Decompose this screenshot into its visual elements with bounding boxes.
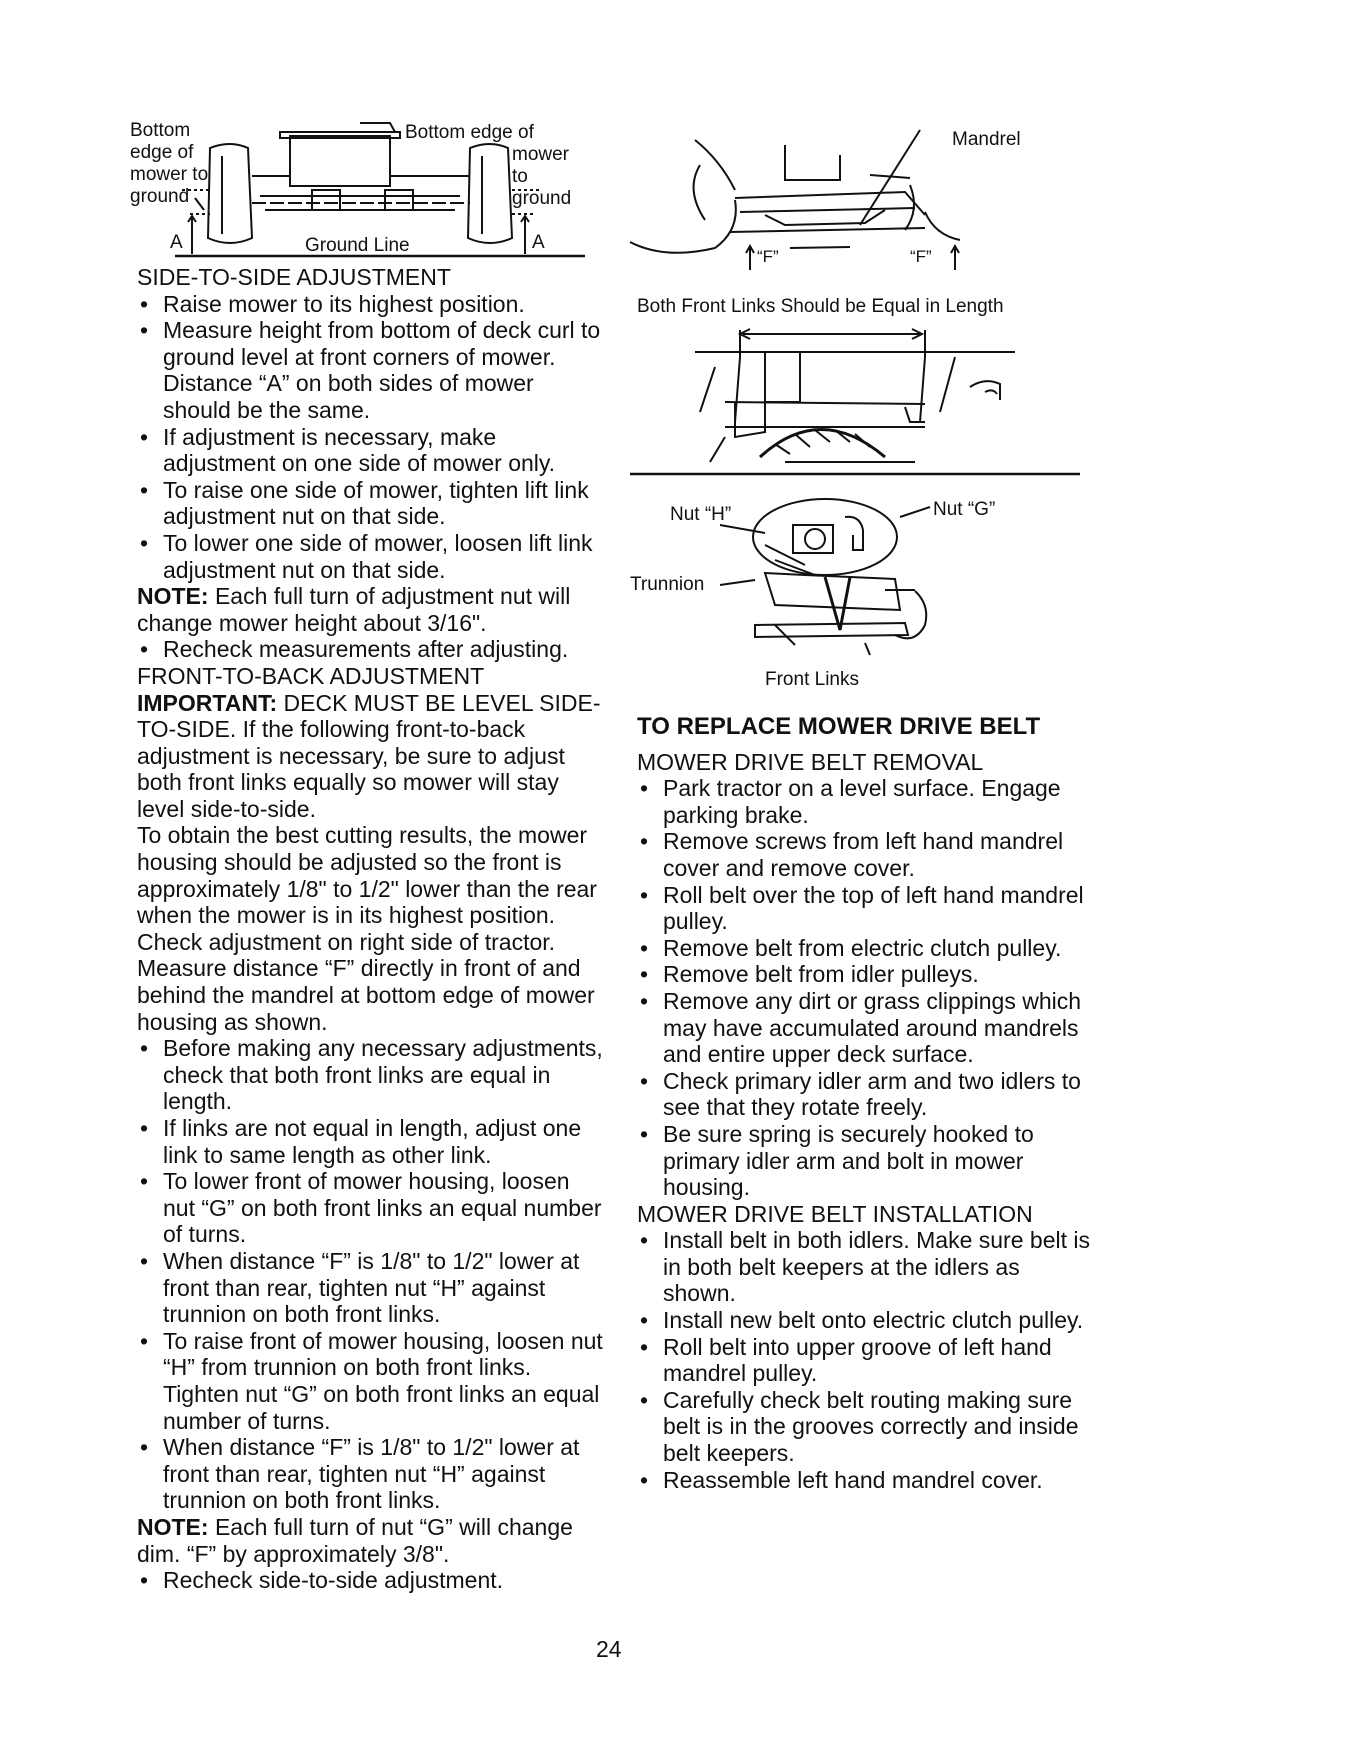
belt-installation-heading: MOWER DRIVE BELT INSTALLATION [637, 1200, 1033, 1227]
note-1 [137, 583, 607, 636]
front-bullet-3: • To lower front of mower housing, loosen nut “G” on both front links an equal number of turns. [137, 1168, 607, 1248]
removal-bullet-1: • Park tractor on a level surface. Engage parking brake. [637, 775, 1097, 828]
fig2-label-mandrel: Mandrel [952, 129, 1021, 150]
fig2-label-f-right: “F” [910, 247, 932, 266]
front-bullet-5: • To raise front of mower housing, loosen nut “H” from trunnion on both front links. Tighten nut “G” on both front links an equal number of turns. [137, 1328, 607, 1434]
fig4-label-trunnion: Trunnion [630, 574, 705, 595]
fig2-label-f-left: “F” [757, 247, 779, 266]
front-bullet-6: • When distance “F” is 1/8" to 1/2" lower at front than rear, tighten nut “H” against trunnion on both front links. [137, 1434, 607, 1514]
important-text: DECK MUST BE LEVEL SIDE-TO-SIDE. If the following front-to-back adjustment is necessary, be sure to adjust both front links equally so mower will stay level side-to-side. [137, 689, 601, 822]
install-bullet-4: • Carefully check belt routing making sure belt is in the grooves correctly and inside belt keepers. [637, 1387, 1097, 1467]
fig1-label-a-right: A [532, 232, 545, 253]
install-bullet-1: • Install belt in both idlers. Make sure belt is in both belt keepers at the idlers as shown. [637, 1227, 1097, 1307]
note-2 [137, 1514, 607, 1567]
side-recheck-bullet: • Recheck measurements after adjusting. [137, 636, 607, 663]
belt-removal-heading: MOWER DRIVE BELT REMOVAL [637, 748, 984, 775]
left-column [137, 264, 607, 1594]
side-to-side-heading: SIDE-TO-SIDE ADJUSTMENT [137, 264, 451, 290]
fig1-label-left-3: mower to [130, 164, 209, 185]
front-bullet-4: • When distance “F” is 1/8" to 1/2" lower at front than rear, tighten nut “H” against trunnion on both front links. [137, 1248, 607, 1328]
fig4-label-nut-h: Nut “H” [670, 504, 732, 525]
front-links-caption: Both Front Links Should be Equal in Length [637, 296, 1004, 317]
fig1-label-right-2: mower [512, 144, 570, 165]
front-to-back-heading: FRONT-TO-BACK ADJUSTMENT [137, 662, 485, 689]
paragraph-best-results: To obtain the best cutting results, the mower housing should be adjusted so the front is approximately 1/8" to 1/2" lower than the rear when the mower is in its highest position. [137, 822, 597, 929]
page-number: 24 [596, 1636, 622, 1662]
nut-trunnion-diagram [625, 495, 1085, 690]
fig1-label-right-4: ground [512, 188, 572, 209]
paragraph-check-adjustment: Check adjustment on right side of tractor. Measure distance “F” directly in front of and behind the mandrel at bottom edge of mower housing as shown. [137, 928, 595, 1035]
fig4-label-front-links: Front Links [765, 669, 859, 690]
removal-bullet-7: • Check primary idler arm and two idlers to see that they rotate freely. [637, 1068, 1097, 1121]
front-bullet-2: • If links are not equal in length, adjust one link to same length as other link. [137, 1115, 607, 1168]
removal-bullet-5: • Remove belt from idler pulleys. [637, 961, 1097, 988]
replace-belt-title: TO REPLACE MOWER DRIVE BELT [637, 713, 1041, 740]
note-2-label: NOTE: [137, 1513, 209, 1540]
side-bullet-2: • Measure height from bottom of deck curl to ground level at front corners of mower. Distance “A” on both sides of mower should be the same. [137, 317, 607, 423]
note-1-label: NOTE: [137, 583, 209, 610]
front-bullet-1: • Before making any necessary adjustments, check that both front links are equal in length. [137, 1035, 607, 1115]
removal-bullet-6: • Remove any dirt or grass clippings which may have accumulated around mandrels and entire upper deck surface. [637, 988, 1097, 1068]
fig1-label-left-4: ground [130, 186, 190, 207]
side-bullet-4: • To raise one side of mower, tighten lift link adjustment nut on that side. [137, 477, 607, 530]
fig1-label-left-1: Bottom [130, 120, 191, 141]
removal-bullet-8: • Be sure spring is securely hooked to primary idler arm and bolt in mower housing. [637, 1121, 1097, 1201]
install-bullet-2: • Install new belt onto electric clutch pulley. [637, 1307, 1097, 1334]
install-bullet-3: • Roll belt into upper groove of left hand mandrel pulley. [637, 1334, 1097, 1387]
fig1-ground-line-label: Ground Line [305, 235, 410, 256]
deck-height-diagram [130, 118, 590, 260]
removal-bullet-2: • Remove screws from left hand mandrel cover and remove cover. [637, 828, 1097, 881]
side-bullet-3: • If adjustment is necessary, make adjustment on one side of mower only. [137, 424, 607, 477]
mandrel-diagram [625, 120, 1065, 280]
removal-bullet-4: • Remove belt from electric clutch pulley. [637, 935, 1097, 962]
side-bullet-5: • To lower one side of mower, loosen lift link adjustment nut on that side. [137, 530, 607, 583]
side-bullet-1: • Raise mower to its highest position. [137, 291, 607, 318]
fig1-label-right-3: to [512, 166, 528, 187]
install-bullet-5: • Reassemble left hand mandrel cover. [637, 1467, 1097, 1494]
right-column [637, 714, 1097, 1493]
important-label: IMPORTANT: [137, 689, 278, 716]
important-note [137, 690, 607, 823]
fig1-label-right-1: Bottom edge of [405, 122, 534, 143]
fig1-label-left-2: edge of [130, 142, 194, 163]
removal-bullet-3: • Roll belt over the top of left hand mandrel pulley. [637, 882, 1097, 935]
fig1-label-a-left: A [170, 232, 183, 253]
note-1-text: Each full turn of adjustment nut will change mower height about 3/16". [137, 583, 571, 636]
note-2-text: Each full turn of nut “G” will change dim. “F” by approximately 3/8". [137, 1513, 573, 1567]
fig4-label-nut-g: Nut “G” [933, 499, 996, 520]
final-recheck-bullet: • Recheck side-to-side adjustment. [137, 1567, 607, 1594]
front-links-length-diagram [625, 322, 1085, 487]
